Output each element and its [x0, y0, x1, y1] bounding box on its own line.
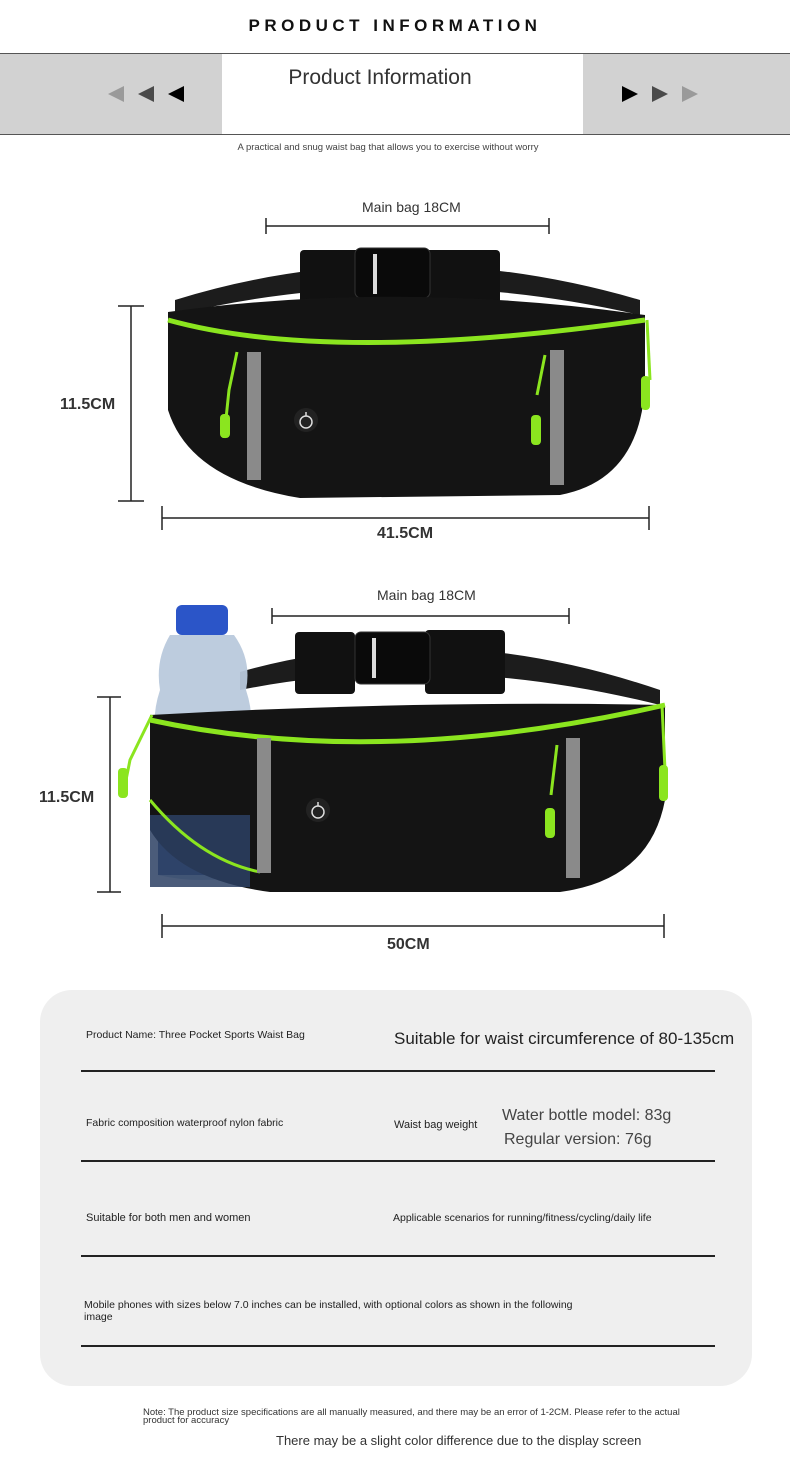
note-line2: product for accuracy — [143, 1415, 230, 1426]
left-arrows-icon — [106, 84, 188, 104]
spec-phones-line2: image — [84, 1311, 113, 1323]
spec-gender: Suitable for both men and women — [86, 1212, 251, 1224]
spec-divider — [81, 1070, 715, 1072]
waist-bag-illustration — [0, 180, 790, 540]
measurement-note — [143, 1409, 783, 1425]
subtitle: A practical and snug waist bag that allows you to exercise without worry — [237, 142, 539, 153]
spec-weight-label: Waist bag weight — [394, 1119, 478, 1131]
spec-phones-line1: Mobile phones with sizes below 7.0 inches can be installed, with optional colors as shown in the following — [84, 1299, 573, 1311]
height-label: 11.5CM — [60, 396, 116, 413]
spec-divider — [81, 1160, 715, 1162]
right-arrows-icon — [618, 84, 700, 104]
banner-title: Product Information — [288, 66, 472, 89]
waist-bag-with-bottle-illustration — [0, 580, 790, 950]
note-line1: Note: The product size specifications are all manually measured, and there may be an error of 1-2CM. Please refer to the actual — [143, 1407, 680, 1418]
spec-scenarios: Applicable scenarios for running/fitness/cycling/daily life — [393, 1212, 652, 1224]
height-label-2: 11.5CM — [39, 789, 95, 806]
spec-product-name: Product Name: Three Pocket Sports Waist Bag — [86, 1029, 305, 1041]
section-title: PRODUCT INFORMATION — [248, 16, 542, 35]
spec-weight-regular: Regular version: 76g — [504, 1131, 652, 1148]
main-bag-label-2: Main bag 18CM — [377, 587, 476, 603]
banner — [0, 53, 790, 135]
main-bag-label: Main bag 18CM — [362, 199, 461, 215]
color-difference-note: There may be a slight color difference due to the display screen — [276, 1433, 642, 1448]
width-label: 41.5CM — [377, 525, 434, 542]
spec-phones — [84, 1299, 573, 1323]
spec-divider — [81, 1255, 715, 1257]
spec-waist-circumference: Suitable for waist circumference of 80-135cm — [394, 1029, 735, 1048]
spec-weight-bottle: Water bottle model: 83g — [502, 1107, 672, 1124]
width-label-2: 50CM — [387, 936, 430, 953]
spec-card — [40, 990, 752, 1386]
spec-fabric: Fabric composition waterproof nylon fabric — [86, 1117, 284, 1129]
spec-divider — [81, 1345, 715, 1347]
